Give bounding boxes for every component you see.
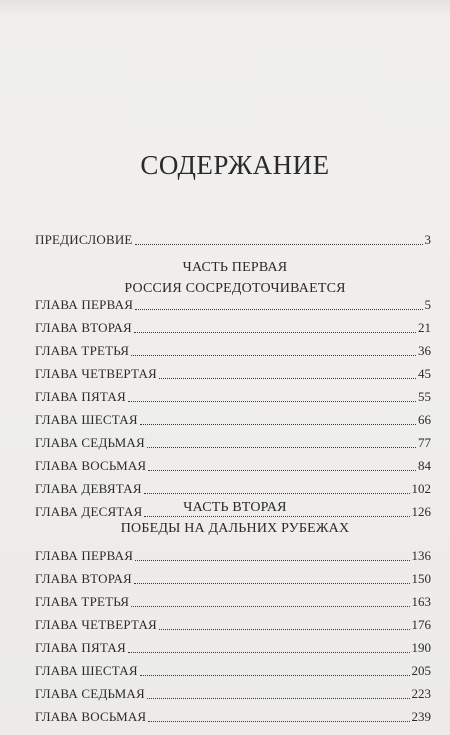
dot-leader — [134, 332, 416, 333]
toc-entry-label: ГЛАВА ШЕСТАЯ — [35, 412, 138, 427]
toc-entry-page: 84 — [418, 458, 431, 473]
toc-entry-label: ГЛАВА ПЕРВАЯ — [35, 297, 134, 312]
toc-entry-page: 36 — [418, 343, 431, 358]
toc-entry-part2-ch6[interactable] — [35, 661, 431, 679]
dot-leader — [159, 378, 416, 379]
dot-leader — [148, 721, 409, 722]
toc-title: СОДЕРЖАНИЕ — [140, 150, 330, 180]
toc-entry-page: 136 — [411, 548, 431, 563]
toc-entry-page: 239 — [411, 709, 431, 724]
toc-entry-page: 102 — [411, 481, 431, 496]
dot-leader — [144, 493, 410, 494]
toc-entry-part1-ch7[interactable] — [35, 433, 431, 451]
toc-entry-page: 55 — [418, 389, 431, 404]
toc-entry-part2-ch8[interactable] — [35, 707, 431, 725]
toc-entry-label: ГЛАВА ТРЕТЬЯ — [35, 343, 130, 358]
toc-entry-page: 163 — [411, 594, 431, 609]
dot-leader — [128, 652, 410, 653]
toc-entry-preface[interactable] — [35, 230, 431, 248]
dot-leader — [140, 675, 410, 676]
toc-entry-page: 45 — [418, 366, 431, 381]
toc-entry-label: ГЛАВА ПЕРВАЯ — [35, 548, 134, 563]
toc-entry-label: ГЛАВА ВОСЬМАЯ — [35, 458, 147, 473]
toc-entry-page: 126 — [411, 504, 431, 519]
dot-leader — [135, 309, 422, 310]
toc-entry-page: 150 — [411, 571, 431, 586]
toc-entry-part1-ch9[interactable] — [35, 479, 431, 497]
toc-entry-part1-ch1[interactable] — [35, 295, 431, 313]
toc-entry-label: ГЛАВА ВТОРАЯ — [35, 320, 132, 335]
toc-entry-page: 5 — [424, 297, 431, 312]
page-top-shadow — [0, 0, 450, 18]
toc-entry-page: 190 — [411, 640, 431, 655]
toc-entry-part1-ch8[interactable] — [35, 456, 431, 474]
dot-leader — [148, 470, 416, 471]
dot-leader — [135, 560, 409, 561]
toc-entry-label: ГЛАВА ШЕСТАЯ — [35, 663, 138, 678]
toc-entry-label: ГЛАВА ДЕСЯТАЯ — [35, 504, 143, 519]
dot-leader — [140, 424, 416, 425]
toc-entry-label: ГЛАВА ПЯТАЯ — [35, 389, 126, 404]
toc-entry-label: ГЛАВА ПЯТАЯ — [35, 640, 126, 655]
dot-leader — [144, 516, 409, 517]
toc-entry-label: ПРЕДИСЛОВИЕ — [35, 232, 133, 247]
toc-entry-page: 66 — [418, 412, 431, 427]
dot-leader — [131, 355, 416, 356]
toc-entry-part2-ch7[interactable] — [35, 684, 431, 702]
dot-leader — [135, 244, 423, 245]
dot-leader — [134, 583, 410, 584]
toc-entry-label: ГЛАВА ТРЕТЬЯ — [35, 594, 130, 609]
part-1-subtitle: РОССИЯ СОСРЕДОТОЧИВАЕТСЯ — [124, 281, 346, 296]
toc-entry-page: 223 — [411, 686, 431, 701]
dot-leader — [147, 698, 410, 699]
toc-entry-part1-ch6[interactable] — [35, 410, 431, 428]
toc-entry-page: 176 — [411, 617, 431, 632]
toc-entry-part1-ch2[interactable] — [35, 318, 431, 336]
toc-entry-part2-ch2[interactable] — [35, 569, 431, 587]
toc-entry-part1-ch3[interactable] — [35, 341, 431, 359]
toc-entry-part2-ch5[interactable] — [35, 638, 431, 656]
toc-entry-label: ГЛАВА ДЕВЯТАЯ — [35, 481, 142, 496]
toc-entry-label: ГЛАВА ЧЕТВЕРТАЯ — [35, 617, 157, 632]
part-2-heading: ЧАСТЬ ВТОРАЯ — [183, 500, 287, 515]
dot-leader — [147, 447, 416, 448]
toc-entry-label: ГЛАВА СЕДЬМАЯ — [35, 686, 145, 701]
dot-leader — [159, 629, 410, 630]
toc-entry-label: ГЛАВА ВОСЬМАЯ — [35, 709, 147, 724]
toc-entry-part2-ch3[interactable] — [35, 592, 431, 610]
toc-entry-label: ГЛАВА ЧЕТВЕРТАЯ — [35, 366, 157, 381]
dot-leader — [131, 606, 409, 607]
toc-entry-page: 77 — [418, 435, 431, 450]
toc-entry-part1-ch4[interactable] — [35, 364, 431, 382]
dot-leader — [128, 401, 416, 402]
toc-entry-page: 3 — [424, 232, 431, 247]
toc-entry-part1-ch5[interactable] — [35, 387, 431, 405]
toc-entry-page: 21 — [418, 320, 431, 335]
toc-entry-page: 205 — [411, 663, 431, 678]
part-2-subtitle: ПОБЕДЫ НА ДАЛЬНИХ РУБЕЖАХ — [120, 521, 350, 536]
part-1-heading: ЧАСТЬ ПЕРВАЯ — [182, 260, 288, 275]
toc-entry-label: ГЛАВА СЕДЬМАЯ — [35, 435, 145, 450]
toc-entry-part2-ch1[interactable] — [35, 546, 431, 564]
toc-entry-label: ГЛАВА ВТОРАЯ — [35, 571, 132, 586]
toc-entry-part2-ch4[interactable] — [35, 615, 431, 633]
